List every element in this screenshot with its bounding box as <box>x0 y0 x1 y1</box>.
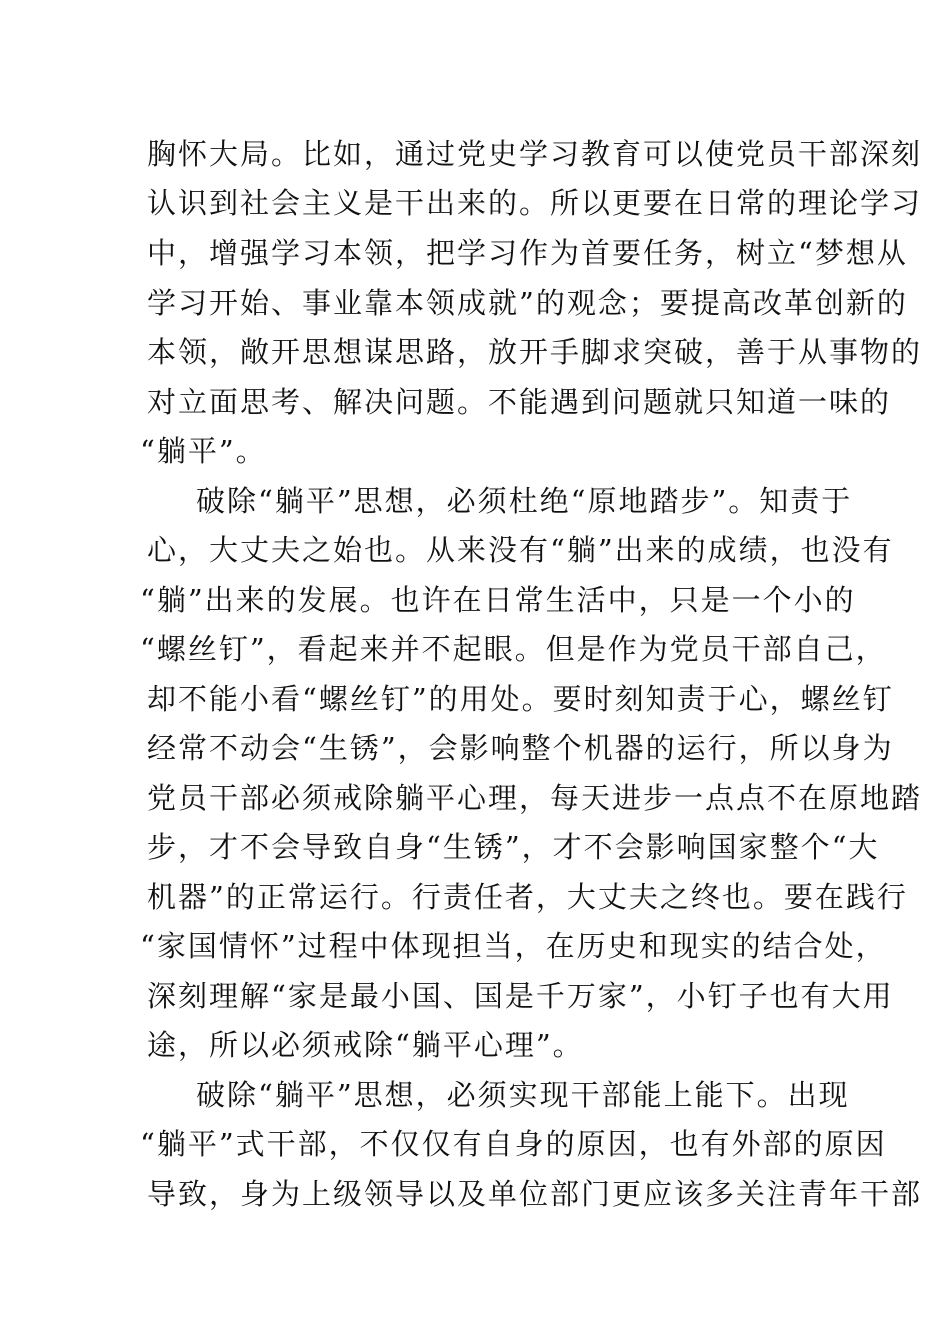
text-line: “螺丝钉”，看起来并不起眼。但是作为党员干部自己， <box>140 632 887 666</box>
text-line: 却不能小看“螺丝钉”的用处。要时刻知责于心，螺丝钉 <box>147 682 894 716</box>
text-line: 心，大丈夫之始也。从来没有“躺”出来的成绩，也没有 <box>147 533 894 567</box>
text-line: 本领，敞开思想谋思路，放开手脚求突破，善于从事物的 <box>147 335 923 369</box>
text-line: “家国情怀”过程中体现担当，在历史和现实的结合处， <box>140 929 887 963</box>
text-line: 机器”的正常运行。行责任者，大丈夫之终也。要在践行 <box>147 880 908 914</box>
text-line: 步，才不会导致自身“生锈”，才不会影响国家整个“大 <box>147 830 880 864</box>
text-line: “躺平”式干部，不仅仅有自身的原因，也有外部的原因 <box>140 1127 887 1161</box>
text-line: 胸怀大局。比如，通过党史学习教育可以使党员干部深刻 <box>147 137 923 171</box>
paragraph-first-line: 破除“躺平”思想，必须杜绝“原地踏步”。知责于 <box>196 484 853 518</box>
text-line: 学习开始、事业靠本领成就”的观念；要提高改革创新的 <box>147 286 908 320</box>
text-line: 深刻理解“家是最小国、国是千万家”，小钉子也有大用 <box>147 979 894 1013</box>
text-line: 途，所以必须戒除“躺平心理”。 <box>147 1028 584 1062</box>
text-line: 导致，身为上级领导以及单位部门更应该多关注青年干部 <box>147 1177 923 1211</box>
text-line: 经常不动会“生锈”，会影响整个机器的运行，所以身为 <box>147 731 894 765</box>
text-line: “躺”出来的发展。也许在日常生活中，只是一个小的 <box>140 583 856 617</box>
text-line: 党员干部必须戒除躺平心理，每天进步一点点不在原地踏 <box>147 781 923 815</box>
text-line: 中，增强学习本领，把学习作为首要任务，树立“梦想从 <box>147 236 908 270</box>
text-line: 对立面思考、解决问题。不能遇到问题就只知道一味的 <box>147 385 892 419</box>
text-line: 认识到社会主义是干出来的。所以更要在日常的理论学习 <box>147 186 923 220</box>
paragraph-first-line: 破除“躺平”思想，必须实现干部能上能下。出现 <box>196 1078 850 1112</box>
text-line: “躺平”。 <box>140 434 267 468</box>
